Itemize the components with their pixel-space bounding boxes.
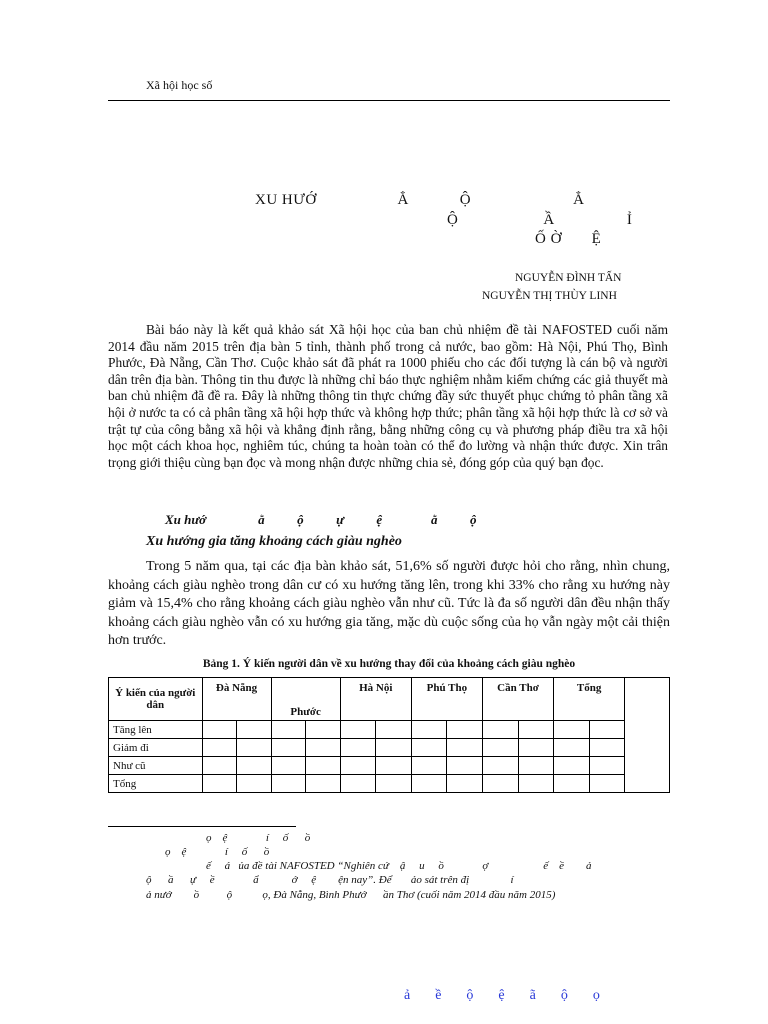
table-caption: Bảng 1. Ý kiến người dân về xu hướng thay đổi của khoảng cách giàu nghèo [202, 658, 576, 670]
row-label: Như cũ [109, 757, 203, 775]
title-line-2: Ộ Ầ Ỉ [447, 212, 633, 228]
abstract [108, 322, 668, 471]
footnote-line: ọ ệ í ố ồ [165, 846, 270, 858]
author-1: NGUYỄN ĐÌNH TẤN [515, 272, 622, 284]
row-label: Giảm đi [109, 739, 203, 757]
col-header-phuoc: Phước [271, 678, 340, 721]
author-2: NGUYỄN THỊ THÙY LINH [482, 290, 617, 302]
footnote-line: ả nướ ồ ộ ọ, Đà Nẵng, Bình Phướ ần Thơ (cuối năm 2014 đầu năm 2015) [146, 889, 556, 901]
subsection-heading: Xu hướng gia tăng khoảng cách giàu nghèo [146, 534, 402, 549]
abstract-text: Bài báo này là kết quả khảo sát Xã hội học của ban chủ nhiệm đề tài NAFOSTED cuối năm 2014 đầu năm 2015 trên địa bàn 5 tỉnh, thành phố trong cả nước, bao gồm: Hà Nội, Phú Thọ, Bình Phước, Đà Nẵng, Cần Thơ. Cuộc khảo sát đã phát ra 1000 phiếu cho các đối tượng là cán bộ và người dân trên địa bàn. Thông tin thu được là những chỉ báo thực nghiệm nhằm kiểm chứng các giả thuyết mà ban chủ nhiệm đã đề ra. Đây là những thông tin thực chứng đầy sức thuyết phục chứng tỏ phân tầng xã hội ở nước ta có cả phân tầng xã hội hợp thức và không hợp thức; phân tầng xã hội hợp thức là cơ sở và trật tự của công bằng xã hội và khẳng định rằng, bằng những công cụ và phương pháp điều tra xã hội học một cách khoa học, nghiêm túc, chúng ta hoàn toàn có thể đo lường và nhận thức được. Xin trân trọng giới thiệu cùng bạn đọc và mong nhận được những chia sẻ, đóng góp của quý bạn đọc. [108, 322, 668, 470]
col-header-tong: Tổng [554, 678, 625, 721]
title-line-1: XU HƯỚ Ẳ Ộ Ẳ [255, 192, 585, 208]
footer-link[interactable]: ả ề ộ ệ ã ộ ọ [404, 988, 606, 1003]
data-table [108, 677, 670, 793]
col-header-da-nang: Đà Nẵng [202, 678, 271, 721]
footnote-line: ọ ệ í ố ồ [206, 832, 311, 844]
col-header-phu-tho: Phú Thọ [411, 678, 482, 721]
section-heading: Xu hướ ằ ộ ự ệ ằ ộ [165, 512, 477, 527]
row-label: Tăng lên [109, 721, 203, 739]
header-rule [108, 100, 670, 101]
table-row [109, 721, 670, 739]
footnote-rule [108, 826, 296, 827]
table-row [109, 757, 670, 775]
row-header-cell: Ý kiến của người dân [109, 678, 203, 721]
footnote-line: ộ ầ ự ề ẩ ớ ệ ện nay”. Để ảo sát trên đị í [146, 874, 514, 886]
journal-header: Xã hội học số [146, 78, 213, 92]
body-text [108, 558, 670, 651]
footnote-line: ế á ủa đề tài NAFOSTED “Nghiên cứ ậ u ồ ợ ế ề ả [206, 860, 592, 872]
extra-column-cell [625, 678, 670, 793]
col-header-ha-noi: Hà Nội [340, 678, 411, 721]
body-paragraph: Trong 5 năm qua, tại các địa bàn khảo sát, 51,6% số người được hỏi cho rằng, nhìn chung, khoảng cách giàu nghèo trong dân cư có xu hướng tăng lên, trong khi 33% cho rằng xu hướng này giảm và 15,4% cho rằng khoảng cách giàu nghèo vẫn như cũ. Tức là đa số người dân đều nhận thấy khoảng cách giàu nghèo vẫn có xu hướng gia tăng, mặc dù cuộc sống của họ vẫn ngày một cải thiện hơn trước. [108, 559, 670, 648]
table-row [109, 739, 670, 757]
col-header-can-tho: Cần Thơ [482, 678, 553, 721]
table-row [109, 775, 670, 793]
title-line-3: Ố Ờ Ệ [535, 231, 602, 247]
row-label: Tổng [109, 775, 203, 793]
